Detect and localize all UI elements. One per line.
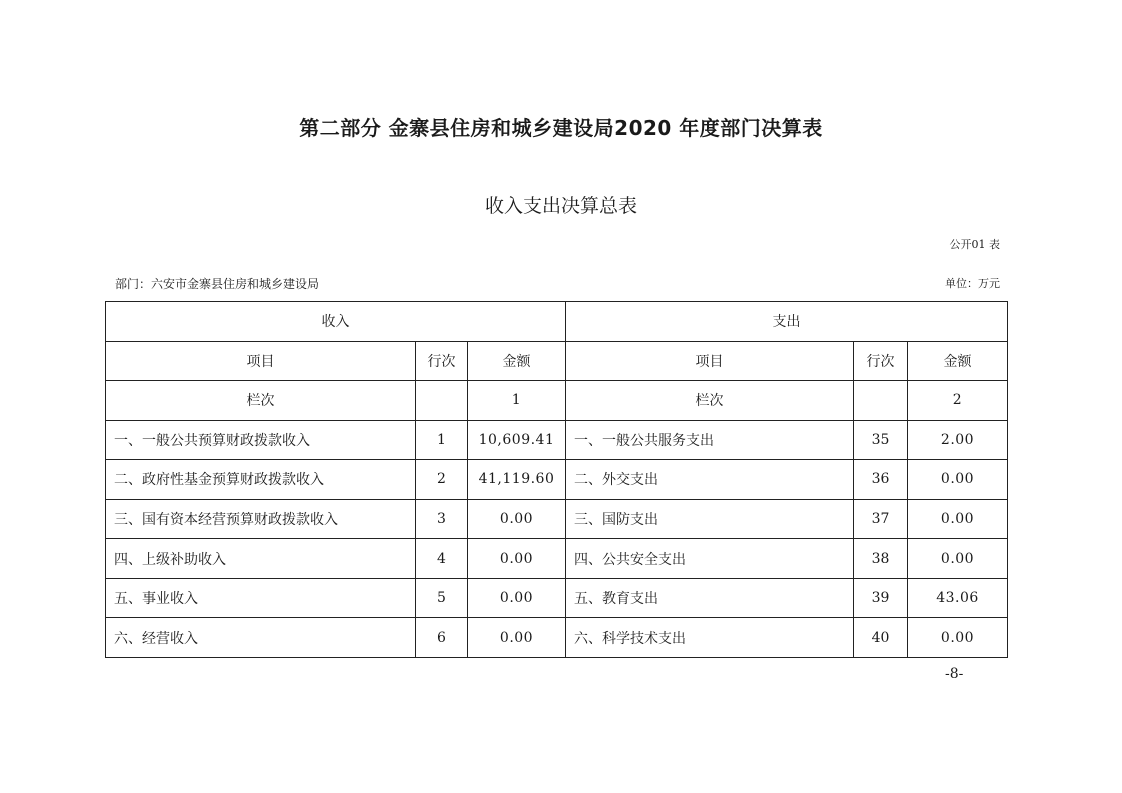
- expense-item-header: 项目: [566, 341, 854, 381]
- expense-amount: 0.00: [908, 460, 1008, 500]
- expense-index-label: 栏次: [566, 381, 854, 421]
- expense-amount: 0.00: [908, 618, 1008, 658]
- income-item: 三、国有资本经营预算财政拨款收入: [106, 499, 416, 539]
- income-line: 2: [416, 460, 468, 500]
- income-line: 1: [416, 420, 468, 460]
- table-row: [106, 539, 1008, 579]
- table-row: [106, 460, 1008, 500]
- income-index-line: [416, 381, 468, 421]
- table-row: [106, 578, 1008, 618]
- income-amount: 0.00: [468, 539, 566, 579]
- expense-line: 38: [854, 539, 908, 579]
- expense-line: 37: [854, 499, 908, 539]
- expense-line: 36: [854, 460, 908, 500]
- income-amount: 0.00: [468, 578, 566, 618]
- income-item: 二、政府性基金预算财政拨款收入: [106, 460, 416, 500]
- income-item: 一、一般公共预算财政拨款收入: [106, 420, 416, 460]
- table-row: [106, 420, 1008, 460]
- expense-column-number: 2: [908, 381, 1008, 421]
- income-index-label: 栏次: [106, 381, 416, 421]
- income-line: 6: [416, 618, 468, 658]
- income-amount: 0.00: [468, 618, 566, 658]
- table-title: 收入支出决算总表: [484, 195, 637, 217]
- income-amount: 10,609.41: [468, 420, 566, 460]
- income-line: 5: [416, 578, 468, 618]
- income-item: 六、经营收入: [106, 618, 416, 658]
- income-line: 4: [416, 539, 468, 579]
- department-label: 部门：六安市金寨县住房和城乡建设局: [115, 277, 320, 291]
- column-index-row: [106, 381, 1008, 421]
- expense-section-header: 支出: [566, 302, 1008, 342]
- expense-amount: 43.06: [908, 578, 1008, 618]
- expense-item: 五、教育支出: [566, 578, 854, 618]
- budget-table: [105, 301, 1008, 658]
- expense-amount: 2.00: [908, 420, 1008, 460]
- income-line: 3: [416, 499, 468, 539]
- income-column-number: 1: [468, 381, 566, 421]
- form-number: 公开01 表: [949, 238, 1000, 251]
- table-row: [106, 618, 1008, 658]
- expense-amount: 0.00: [908, 539, 1008, 579]
- expense-line: 39: [854, 578, 908, 618]
- page-number: -8-: [945, 666, 964, 682]
- expense-item: 四、公共安全支出: [566, 539, 854, 579]
- expense-amount: 0.00: [908, 499, 1008, 539]
- income-item: 四、上级补助收入: [106, 539, 416, 579]
- expense-index-line: [854, 381, 908, 421]
- table-row: [106, 499, 1008, 539]
- income-item-header: 项目: [106, 341, 416, 381]
- expense-line-header: 行次: [854, 341, 908, 381]
- column-header-row: [106, 341, 1008, 381]
- expense-line: 40: [854, 618, 908, 658]
- expense-amount-header: 金额: [908, 341, 1008, 381]
- income-amount-header: 金额: [468, 341, 566, 381]
- expense-item: 六、科学技术支出: [566, 618, 854, 658]
- section-header-row: [106, 302, 1008, 342]
- expense-item: 二、外交支出: [566, 460, 854, 500]
- table-body: [106, 302, 1008, 658]
- page-title: 第二部分 金寨县住房和城乡建设局2020 年度部门决算表: [299, 116, 823, 140]
- income-section-header: 收入: [106, 302, 566, 342]
- expense-item: 一、一般公共服务支出: [566, 420, 854, 460]
- unit-label: 单位：万元: [945, 277, 1000, 290]
- income-line-header: 行次: [416, 341, 468, 381]
- income-amount: 41,119.60: [468, 460, 566, 500]
- expense-item: 三、国防支出: [566, 499, 854, 539]
- income-amount: 0.00: [468, 499, 566, 539]
- income-item: 五、事业收入: [106, 578, 416, 618]
- expense-line: 35: [854, 420, 908, 460]
